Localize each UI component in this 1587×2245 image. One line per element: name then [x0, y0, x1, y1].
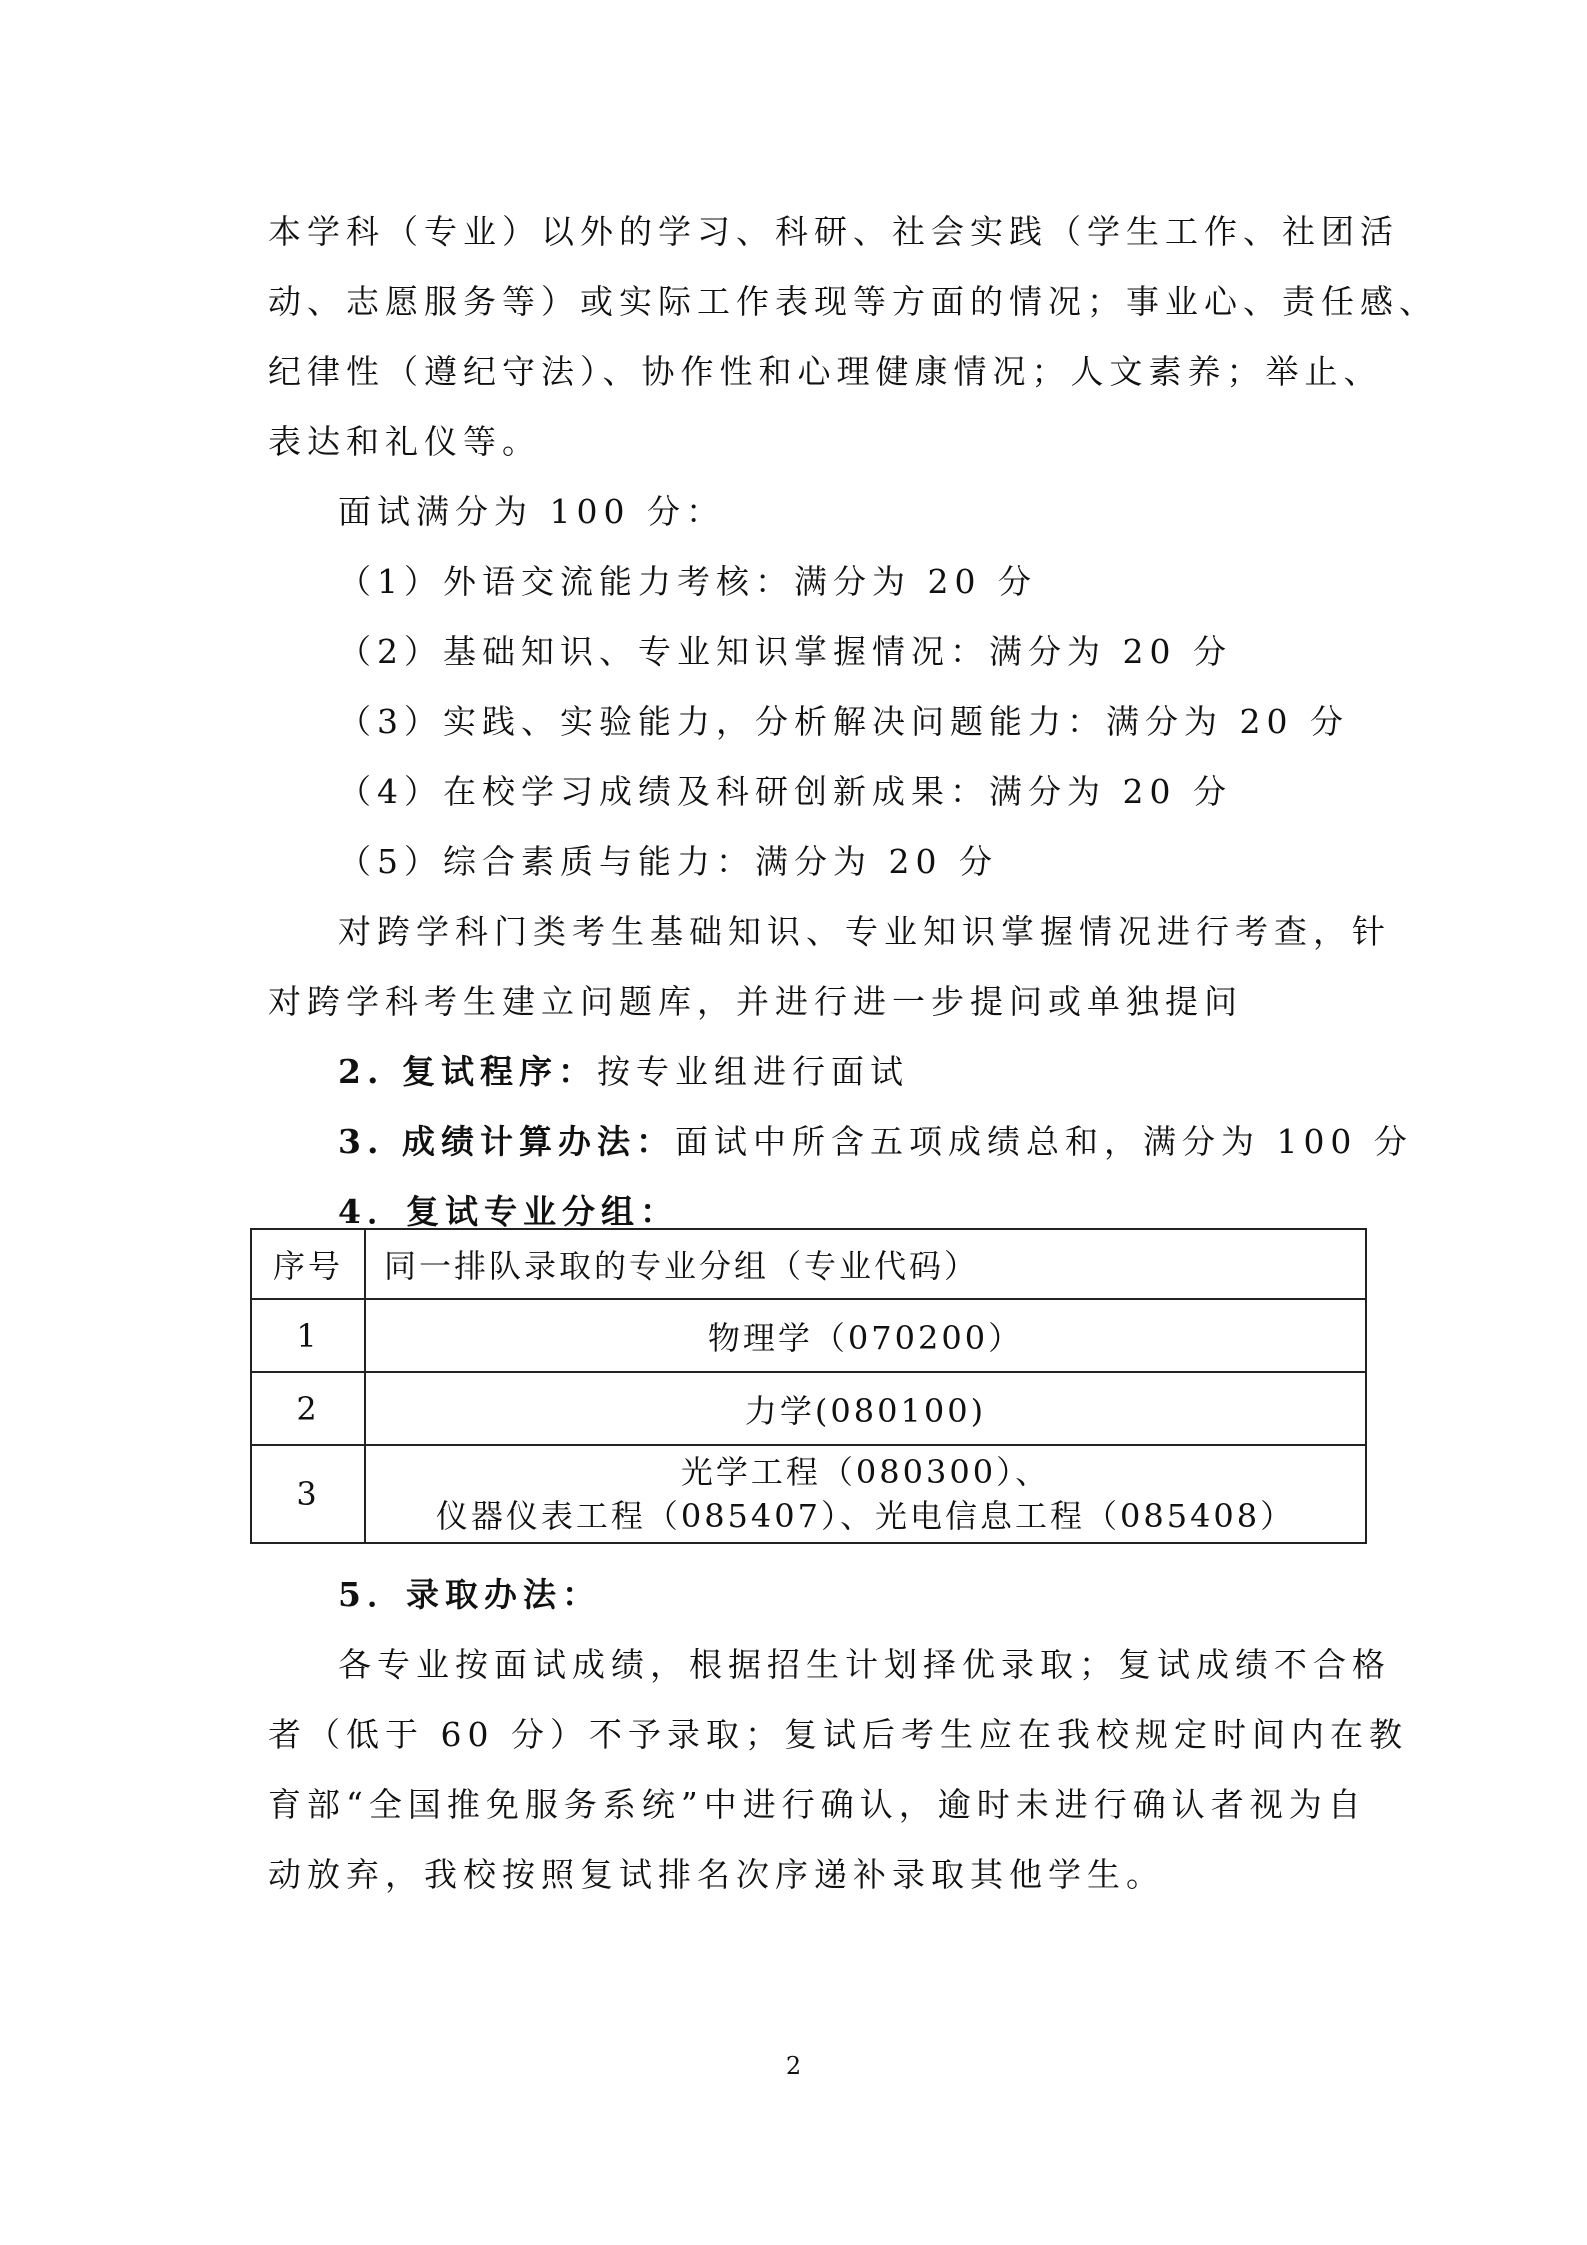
row-index: 3	[251, 1445, 365, 1543]
row-index: 1	[251, 1299, 365, 1372]
table-row	[251, 1445, 1366, 1543]
paragraph-line: 纪律性（遵纪守法）、协作性和心理健康情况；人文素养；举止、	[268, 352, 1383, 391]
section-2	[338, 1050, 1348, 1094]
table-header-group: 同一排队录取的专业分组（专业代码）	[365, 1229, 1366, 1299]
row-group: 物理学（070200）	[365, 1299, 1366, 1372]
paragraph-line: 本学科（专业）以外的学习、科研、社会实践（学生工作、社团活	[268, 212, 1399, 251]
row-index: 2	[251, 1372, 365, 1445]
cross-discipline-paragraph: 对跨学科门类考生基础知识、专业知识掌握情况进行考查，针	[338, 912, 1391, 951]
admission-paragraph-line: 动放弃，我校按照复试排名次序递补录取其他学生。	[268, 1855, 1165, 1894]
cross-discipline-paragraph-end: 对跨学科考生建立问题库，并进行进一步提问或单独提问	[268, 982, 1243, 1021]
section-4-heading: 4．复试专业分组：	[338, 1192, 679, 1231]
score-intro: 面试满分为 100 分：	[338, 492, 725, 531]
score-item-2: （2）基础知识、专业知识掌握情况：满分为 20 分	[338, 632, 1232, 671]
table-header-row	[251, 1229, 1366, 1299]
section-5-heading: 5．录取办法：	[338, 1575, 601, 1614]
row-group	[365, 1445, 1366, 1543]
row-group-line: 光学工程（080300）、	[680, 1453, 1051, 1491]
section-2-heading: 2. 复试程序：	[338, 1052, 597, 1091]
section-2-body: 按专业组进行面试	[596, 1052, 909, 1091]
paragraph-line: 表达和礼仪等。	[268, 422, 541, 461]
score-item-1: （1）外语交流能力考核：满分为 20 分	[338, 562, 1037, 601]
paragraph-line: 动、志愿服务等）或实际工作表现等方面的情况；事业心、责任感、	[268, 282, 1438, 321]
section-3-body: 面试中所含五项成绩总和，满分为 100 分	[674, 1122, 1413, 1161]
score-item-4: （4）在校学习成绩及科研创新成果：满分为 20 分	[338, 772, 1232, 811]
admission-paragraph-line: 育部“全国推免服务系统”中进行确认，逾时未进行确认者视为自	[268, 1785, 1367, 1824]
admission-paragraph-line: 者（低于 60 分）不予录取；复试后考生应在我校规定时间内在教	[268, 1715, 1408, 1754]
section-3	[338, 1120, 1413, 1164]
section-3-heading: 3. 成绩计算办法：	[338, 1122, 675, 1161]
score-item-3: （3）实践、实验能力，分析解决问题能力：满分为 20 分	[338, 702, 1349, 741]
page-number: 2	[785, 2052, 802, 2080]
admission-paragraph: 各专业按面试成绩，根据招生计划择优录取；复试成绩不合格	[338, 1645, 1391, 1684]
major-group-table	[250, 1228, 1367, 1544]
row-group: 力学(080100)	[365, 1372, 1366, 1445]
table-header-index: 序号	[251, 1229, 365, 1299]
score-item-5: （5）综合素质与能力：满分为 20 分	[338, 842, 998, 881]
table-row	[251, 1372, 1366, 1445]
row-group-line: 仪器仪表工程（085407）、光电信息工程（085408）	[435, 1497, 1296, 1535]
table-row	[251, 1299, 1366, 1372]
